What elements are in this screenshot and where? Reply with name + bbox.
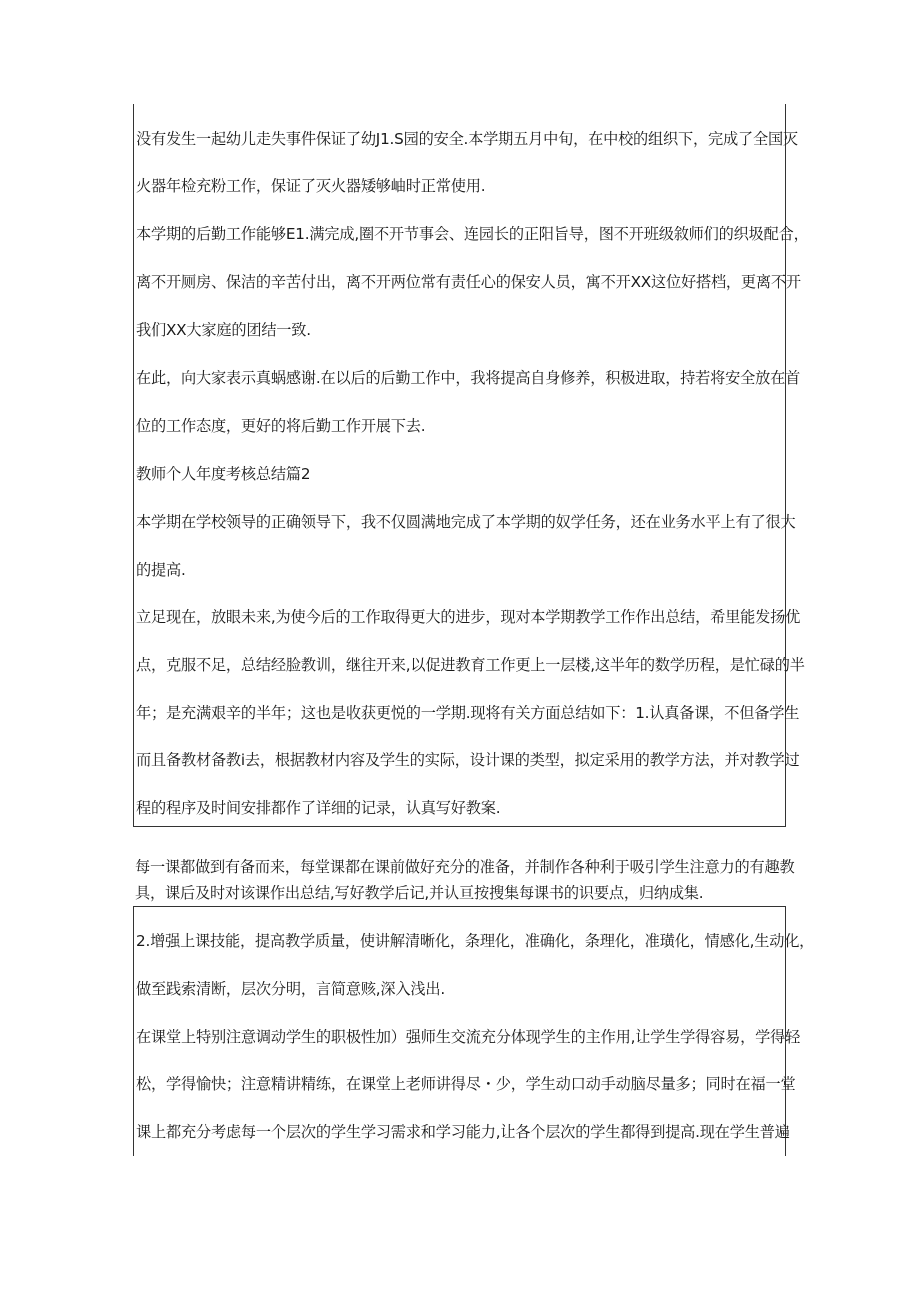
- text-line: 点，克服不足，总结经脸教训，继往开来,以促进教育工作更上一层楼,这半年的数学历程，是忙碌的半: [136, 656, 805, 674]
- text-line: 的提高.: [136, 561, 186, 579]
- content-box-2: [133, 906, 815, 1156]
- text-line: 本学期在学校领导的正确领导下，我不仅圆满地完成了本学期的奴学任务，还在业务水平上有了很大: [136, 513, 796, 531]
- text-line: 而且备教材备教i去，根据教材内容及学生的实际，设计课的类型，拟定采用的教学方法，并对教学过: [136, 751, 800, 769]
- text-line: 课上都充分考虑每一个层次的学生学习需求和学习能力,让各个层次的学生都得到提高.现在学生普遍: [136, 1123, 790, 1141]
- text-line: 每一课都做到有备而来，每堂课都在课前做好充分的准备，并制作各种利于吸引学生注意力的有趣教: [135, 858, 795, 876]
- content-box-1: [133, 104, 809, 827]
- section-heading: 教师个人年度考核总结篇2: [136, 465, 311, 483]
- text-line: 离不开厕房、保洁的辛苦付出，离不开两位常有责任心的保安人员，寓不开XX这位好搭档，更离不开: [136, 273, 801, 291]
- text-line: 位的工作态度，更好的将后勤工作开展下去.: [136, 417, 426, 435]
- text-line: 立足现在，放眼未来,为使今后的工作取得更大的进步，现对本学期教学工作作出总结，希里能发扬优: [136, 608, 801, 626]
- text-line: 在课堂上特别注意调动学生的职极性加）强师生交流充分体现学生的主作用,让学生学得容易，学得轻: [136, 1028, 801, 1046]
- text-line: 年；是充满艰辛的半年；这也是收获更悦的一学期.现将有关方面总结如下：1.认真备课，不但备学生: [136, 704, 800, 722]
- text-line: 本学期的后勤工作能够E1.满完成,圈不开节事会、连园长的正阳旨导，图不开班级敘师们的织圾配合，: [136, 225, 809, 243]
- text-line: 做至践索清断，层次分明，言简意赅,深入浅出.: [136, 980, 446, 998]
- text-line: 在此，向大家表示真蜗感谢.在以后的后勤工作中，我将提高自身修养，积极进取，持若将安全放在首: [136, 369, 801, 387]
- text-line: 松，学得愉快；注意精讲精练，在课堂上老师讲得尽・少，学生动口动手动脑尽量多；同时在福一堂: [136, 1075, 796, 1093]
- text-line: 火器年检充粉工作，保证了灭火器矮够岫时正常使用.: [136, 177, 486, 195]
- text-line: 2.增强上课技能，提高教学质量，使讲解清晰化，条理化，准确化，条理化，准璜化，情感化,生动化，: [136, 932, 815, 950]
- text-line: 具，课后及时对该课作出总结,写好教学后记,并认亘按搜集每课书的识要点，归纳成集.: [135, 884, 704, 902]
- text-line: 没有发生一起幼儿走失事件保证了幼J1.S园的安全.本学期五月中旬，在中校的组织下，完成了全国灭: [136, 130, 798, 148]
- text-line: 我们XX大家庭的团结一致.: [136, 321, 311, 339]
- text-line: 程的程序及时间安排都作了详细的记录，认真写好教案.: [136, 799, 501, 817]
